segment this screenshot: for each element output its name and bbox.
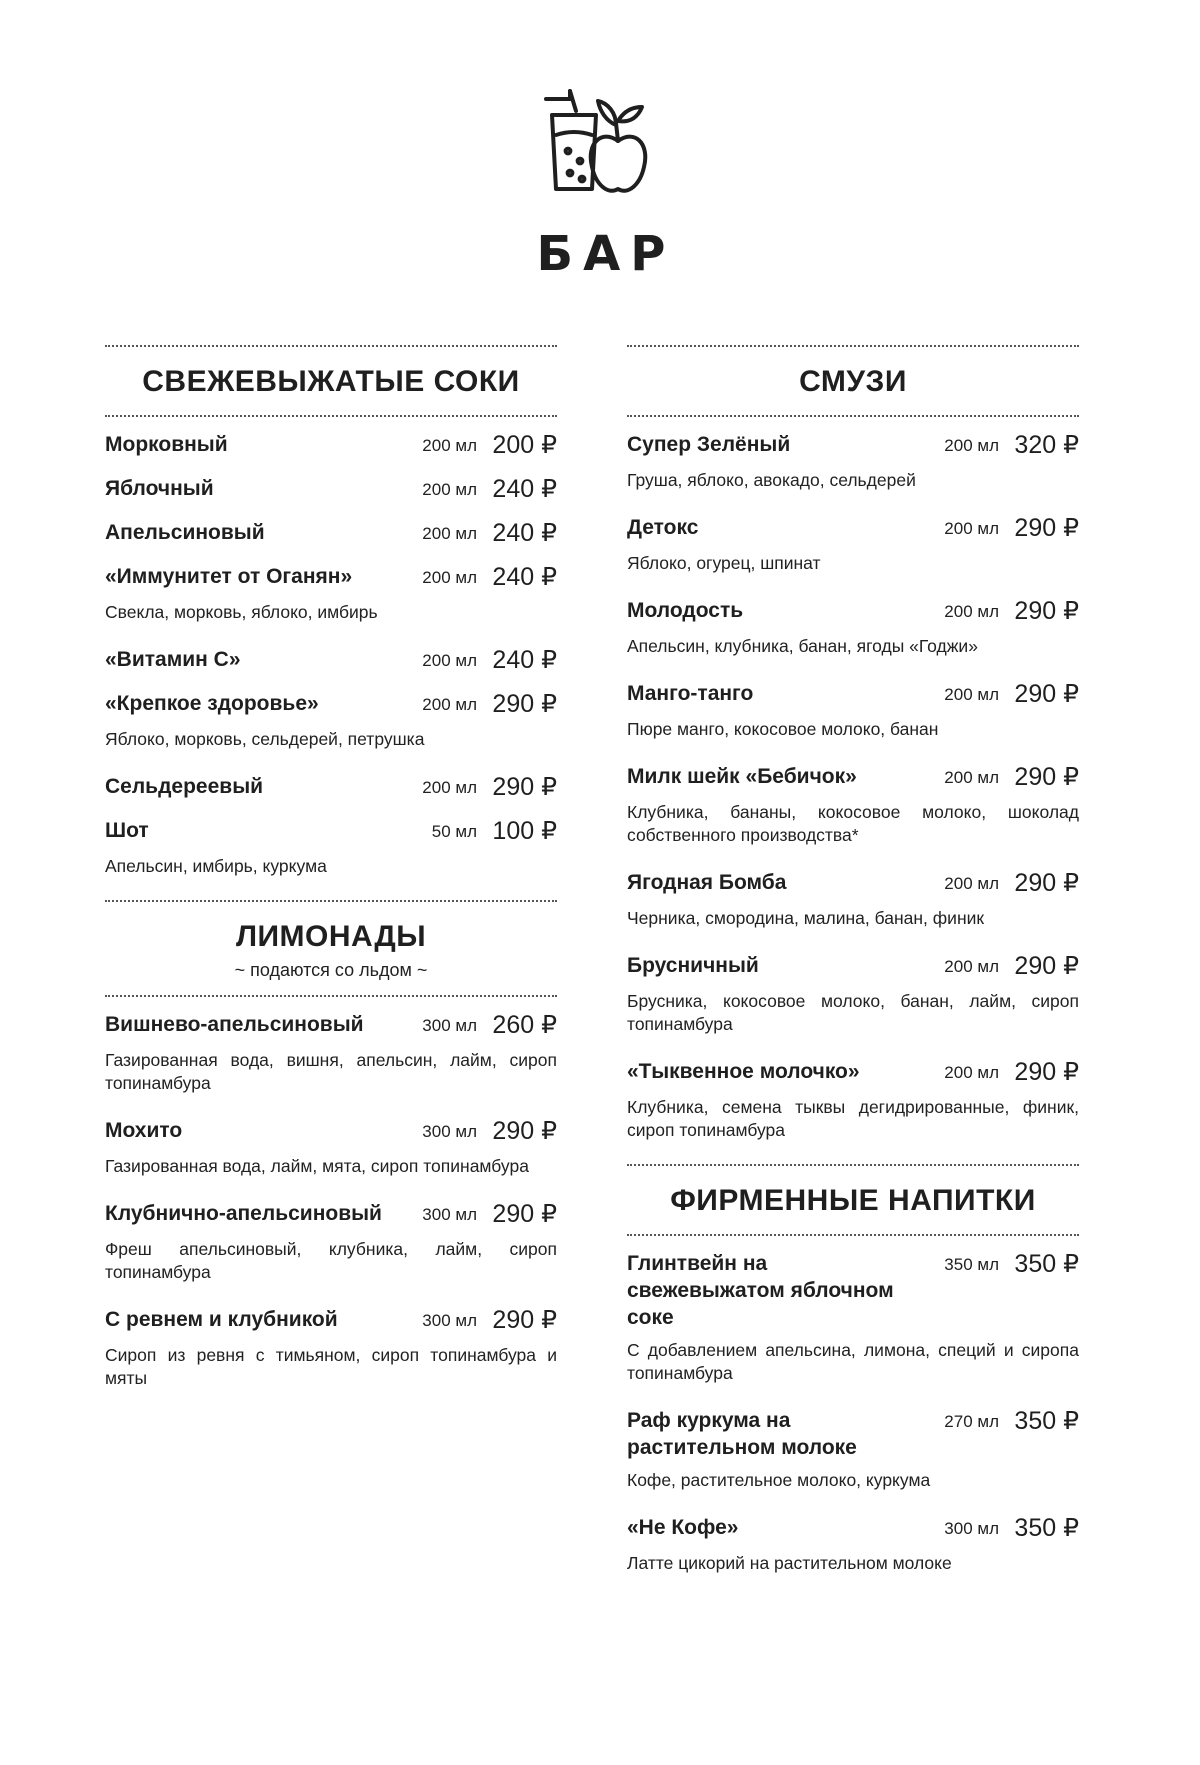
item-volume: 300 мл [422, 1311, 477, 1330]
item-description: Брусника, кокосовое молоко, банан, лайм, сироп топинамбура [627, 991, 1079, 1034]
item-name: Манго-танго [627, 682, 754, 705]
menu-item-row [105, 1011, 557, 1041]
item-price: 350 ₽ [1014, 1514, 1079, 1542]
menu-item [627, 431, 1079, 492]
right-column [627, 345, 1079, 1597]
item-volume: 200 мл [944, 768, 999, 787]
item-price: 240 ₽ [492, 475, 557, 503]
menu-item [627, 763, 1079, 847]
item-volume: 200 мл [944, 685, 999, 704]
section-title-signature: ФИРМЕННЫЕ НАПИТКИ [670, 1184, 1036, 1217]
menu-item-row [627, 763, 1079, 793]
item-volume: 300 мл [944, 1519, 999, 1538]
menu-item-row [627, 1058, 1079, 1088]
menu-item [105, 690, 557, 751]
item-volume: 200 мл [944, 519, 999, 538]
menu-item [627, 869, 1079, 930]
item-name: «Тыквенное молочко» [627, 1060, 860, 1083]
page-title: БАР [536, 226, 676, 282]
item-name: Детокс [627, 516, 699, 539]
item-price: 240 ₽ [492, 646, 557, 674]
item-price: 290 ₽ [1014, 952, 1079, 980]
smoothies-list [627, 431, 1079, 1142]
menu-item [105, 1306, 557, 1390]
item-price: 290 ₽ [1014, 514, 1079, 542]
menu-item [105, 431, 557, 461]
item-price: 290 ₽ [1014, 1058, 1079, 1086]
menu-item-row [105, 646, 557, 676]
item-description: Фреш апельсиновый, клубника, лайм, сироп топинамбура [105, 1239, 557, 1282]
item-description: Груша, яблоко, авокадо, сельдерей [627, 470, 916, 490]
menu-item [105, 646, 557, 676]
item-name: Шот [105, 819, 149, 842]
item-volume: 300 мл [422, 1122, 477, 1141]
item-volume: 200 мл [944, 602, 999, 621]
item-description: Яблоко, морковь, сельдерей, петрушка [105, 729, 425, 749]
menu-item-row [627, 431, 1079, 461]
dotted-divider [105, 900, 557, 902]
item-volume: 200 мл [422, 480, 477, 499]
item-price: 200 ₽ [492, 431, 557, 459]
item-price: 290 ₽ [1014, 869, 1079, 897]
menu-item-row [627, 514, 1079, 544]
item-price: 260 ₽ [492, 1011, 557, 1039]
item-price: 290 ₽ [492, 773, 557, 801]
menu-item-row [105, 817, 557, 847]
item-price: 290 ₽ [492, 1306, 557, 1334]
item-volume: 300 мл [422, 1016, 477, 1035]
item-volume: 200 мл [422, 524, 477, 543]
menu-item-row [105, 563, 557, 593]
item-description: Апельсин, имбирь, куркума [105, 856, 327, 876]
item-price: 290 ₽ [1014, 597, 1079, 625]
menu-item [105, 817, 557, 878]
item-price: 290 ₽ [492, 1200, 557, 1228]
menu-item-row [105, 519, 557, 549]
menu-item-row [627, 869, 1079, 899]
item-volume: 200 мл [944, 436, 999, 455]
menu-item-row [105, 773, 557, 803]
item-volume: 350 мл [944, 1255, 999, 1274]
menu-item [105, 475, 557, 505]
menu-item-row [627, 597, 1079, 627]
section-subtitle-lemonades: ~ подаются со льдом ~ [234, 960, 428, 980]
dotted-divider [105, 345, 557, 347]
menu-item [105, 773, 557, 803]
item-volume: 200 мл [944, 957, 999, 976]
item-volume: 200 мл [422, 695, 477, 714]
menu-item-row [627, 952, 1079, 982]
item-price: 240 ₽ [492, 519, 557, 547]
juice-glass-apple-icon [540, 85, 660, 200]
item-name: Милк шейк «Бебичок» [627, 765, 857, 788]
item-volume: 200 мл [422, 651, 477, 670]
item-name: Брусничный [627, 954, 759, 977]
item-volume: 300 мл [422, 1205, 477, 1224]
header [0, 85, 1200, 282]
menu-item [627, 1058, 1079, 1142]
left-column [105, 345, 557, 1412]
menu-item-row [105, 475, 557, 505]
item-description: Апельсин, клубника, банан, ягоды «Годжи» [627, 636, 978, 656]
menu-item-row [627, 1407, 1079, 1461]
menu-item-row [105, 1306, 557, 1336]
menu-item-row [105, 690, 557, 720]
section-title-smoothies: СМУЗИ [799, 365, 907, 398]
item-description: Газированная вода, лайм, мята, сироп топинамбура [105, 1156, 529, 1176]
menu-item [105, 1011, 557, 1095]
menu-item [105, 1200, 557, 1284]
item-description: Клубника, бананы, кокосовое молоко, шоколад собственного производства* [627, 802, 1079, 845]
menu-item [627, 1514, 1079, 1575]
item-name: Глинтвейн на свежевыжатом яблочном соке [627, 1252, 894, 1329]
menu-item-row [105, 1117, 557, 1147]
item-price: 290 ₽ [1014, 680, 1079, 708]
item-name: «Витамин С» [105, 648, 241, 671]
menu-item [627, 680, 1079, 741]
item-name: Мохито [105, 1119, 183, 1142]
item-price: 350 ₽ [1014, 1407, 1079, 1435]
item-volume: 200 мл [944, 874, 999, 893]
item-price: 240 ₽ [492, 563, 557, 591]
item-name: Сельдереевый [105, 775, 264, 798]
item-description: Сироп из ревня с тимьяном, сироп топинамбура и мяты [105, 1345, 557, 1388]
item-price: 290 ₽ [1014, 763, 1079, 791]
menu-item [105, 519, 557, 549]
section-title-juices: СВЕЖЕВЫЖАТЫЕ СОКИ [142, 365, 520, 398]
item-name: «Не Кофе» [627, 1516, 739, 1539]
item-price: 100 ₽ [492, 817, 557, 845]
menu-item-row [105, 1200, 557, 1230]
item-name: Супер Зелёный [627, 433, 791, 456]
item-price: 290 ₽ [492, 1117, 557, 1145]
item-description: Яблоко, огурец, шпинат [627, 553, 821, 573]
menu-item-row [627, 1514, 1079, 1544]
item-description: Свекла, морковь, яблоко, имбирь [105, 602, 378, 622]
dotted-divider [627, 415, 1079, 417]
dotted-divider [627, 1164, 1079, 1166]
item-description: Черника, смородина, малина, банан, финик [627, 908, 985, 928]
item-name: Морковный [105, 433, 228, 456]
dotted-divider [105, 415, 557, 417]
item-name: «Крепкое здоровье» [105, 692, 319, 715]
item-description: Кофе, растительное молоко, куркума [627, 1470, 931, 1490]
menu-item [105, 1117, 557, 1178]
menu-item [105, 563, 557, 624]
item-volume: 270 мл [944, 1412, 999, 1431]
menu-item [627, 1250, 1079, 1385]
menu-item [627, 514, 1079, 575]
lemonades-list [105, 1011, 557, 1390]
item-name: Раф куркума на растительном молоке [627, 1409, 857, 1459]
item-volume: 50 мл [431, 822, 477, 841]
juices-list [105, 431, 557, 878]
menu-item [627, 1407, 1079, 1492]
menu-item [627, 952, 1079, 1036]
item-price: 320 ₽ [1014, 431, 1079, 459]
menu-item [627, 597, 1079, 658]
dotted-divider [627, 1234, 1079, 1236]
item-name: Молодость [627, 599, 744, 622]
item-name: Вишнево-апельсиновый [105, 1013, 364, 1036]
item-description: С добавлением апельсина, лимона, специй и сиропа топинамбура [627, 1340, 1079, 1383]
dotted-divider [105, 995, 557, 997]
item-price: 290 ₽ [492, 690, 557, 718]
item-name: «Иммунитет от Оганян» [105, 565, 353, 588]
item-name: С ревнем и клубникой [105, 1308, 338, 1331]
item-name: Ягодная Бомба [627, 871, 787, 894]
item-description: Латте цикорий на растительном молоке [627, 1553, 952, 1573]
item-volume: 200 мл [422, 778, 477, 797]
item-volume: 200 мл [944, 1063, 999, 1082]
item-description: Газированная вода, вишня, апельсин, лайм, сироп топинамбура [105, 1050, 557, 1093]
item-name: Апельсиновый [105, 521, 265, 544]
item-price: 350 ₽ [1014, 1250, 1079, 1278]
item-description: Клубника, семена тыквы дегидрированные, финик, сироп топинамбура [627, 1097, 1079, 1140]
item-volume: 200 мл [422, 568, 477, 587]
section-title-lemonades: ЛИМОНАДЫ [235, 920, 427, 953]
menu-item-row [105, 431, 557, 461]
item-description: Пюре манго, кокосовое молоко, банан [627, 719, 939, 739]
menu-item-row [627, 680, 1079, 710]
dotted-divider [627, 345, 1079, 347]
item-name: Клубнично-апельсиновый [105, 1202, 382, 1225]
menu-item-row [627, 1250, 1079, 1331]
item-name: Яблочный [105, 477, 214, 500]
signature-list [627, 1250, 1079, 1575]
item-volume: 200 мл [422, 436, 477, 455]
